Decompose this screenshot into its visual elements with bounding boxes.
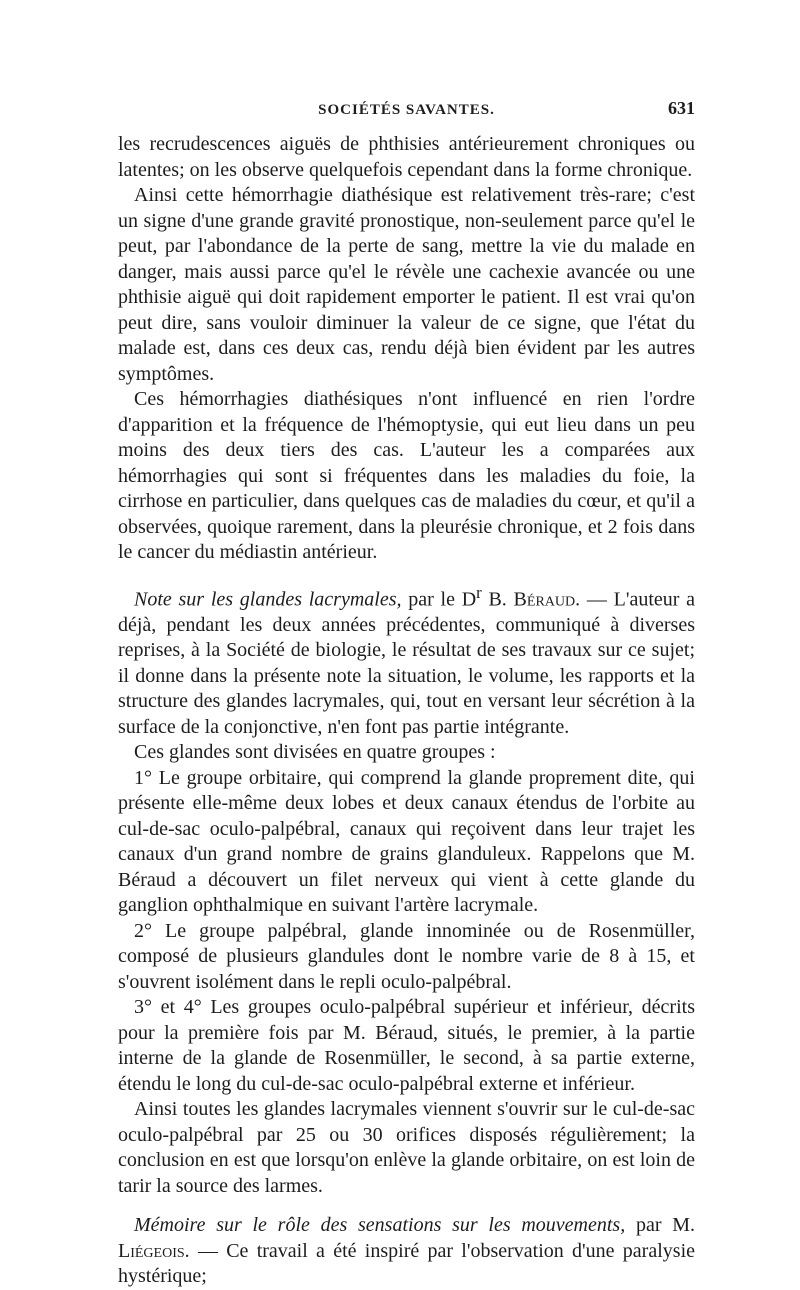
paragraph [118, 387, 695, 566]
running-title: SOCIÉTÉS SAVANTES. [318, 102, 495, 118]
section-author: Liégeois. [118, 1239, 190, 1262]
section-author: B. Béraud. [488, 588, 581, 611]
paragraph [118, 183, 695, 387]
section-title: Mémoire sur le rôle des sensations sur les mouvements, [134, 1214, 626, 1237]
article-body [118, 132, 695, 1290]
paragraph-text: 2° Le groupe palpébral, glande innominée ou de Rosenmüller, composé de plusieurs glandules dont le nombre varie de 8 à 15, et s'ouvrent isolément dans le repli oculo-palpébral. [118, 919, 695, 993]
section-memoire-sensations [118, 1213, 695, 1290]
section-note-glandes-lacrymales [118, 580, 695, 741]
section-byline: par M. [635, 1214, 696, 1237]
paragraph-text: Ces glandes sont divisées en quatre groupes : [134, 741, 496, 764]
paragraph-text: — L'auteur a déjà, pendant les deux années précédentes, communiqué à diverses reprises, à la Société de biologie, le résultat de ses travaux sur ce sujet; il donne dans la présente note la situation, le volume, les rapports et la structure des glandes lacrymales, qui, tout en versant leur sécrétion à la surface de la conjonctive, n'en font pas partie intégrante. [118, 588, 696, 738]
paragraph-text: les recrudescences aiguës de phthisies antérieurement chroniques ou latentes; on les observe quelquefois cependant dans la forme chronique. [118, 133, 695, 181]
list-item [118, 766, 695, 919]
paragraph-text: Ces hémorrhagies diathésiques n'ont influencé en rien l'ordre d'apparition et la fréquence de l'hémoptysie, qui eut lieu dans un peu moins des deux tiers des cas. L'auteur les a comparées aux hémorrhagies qui sont si fréquentes dans les maladies du foie, la cirrhose en particulier, dans quelques cas de maladies du cœur, et qu'il a observées, quoique rarement, dans la pleurésie chronique, et 2 fois dans le cancer du médiastin antérieur. [118, 388, 695, 563]
paragraph [118, 740, 695, 766]
section-byline: par le D [408, 588, 477, 611]
page-number: 631 [668, 98, 695, 118]
paragraph-text: Ainsi cette hémorrhagie diathésique est relativement très-rare; c'est un signe d'une grande gravité pronostique, non-seulement parce qu'el le peut, par l'abondance de la perte de sang, mettre la vie du malade en danger, mais aussi parce qu'el le révèle une cachexie avancée ou une phthisie aiguë qui doit rapidement emporter le patient. Il est vrai qu'on peut dire, sans vouloir diminuer la valeur de ce signe, que l'état du malade est, dans ces deux cas, rendu déjà bien évident par les autres symptômes. [118, 184, 695, 385]
list-item [118, 919, 695, 996]
page-header [118, 98, 695, 128]
paragraph-text: — Ce travail a été inspiré par l'observation d'une paralysie hystérique; [118, 1239, 695, 1288]
list-item [118, 995, 695, 1097]
paragraph-text: 1° Le groupe orbitaire, qui comprend la glande proprement dite, qui présente elle-même deux lobes et deux canaux étendus de l'orbite au cul-de-sac oculo-palpébral, canaux qui reçoivent dans leur trajet les canaux d'un grand nombre de grains glanduleux. Rappelons que M. Béraud a découvert un filet nerveux qui vient à cette glande du ganglion ophthalmique en suivant l'artère lacrymale. [118, 766, 695, 917]
paragraph [118, 1097, 695, 1199]
paragraph-text: 3° et 4° Les groupes oculo-palpébral supérieur et inférieur, décrits pour la première fois par M. Béraud, situés, le premier, à la partie interne de la glande de Rosenmüller, le second, à sa partie externe, étendu le long du cul-de-sac oculo-palpébral externe et inférieur. [118, 996, 695, 1095]
section-byline-sup: r [476, 582, 482, 602]
paragraph-text: Ainsi toutes les glandes lacrymales viennent s'ouvrir sur le cul-de-sac oculo-palpébral par 25 ou 30 orifices disposés régulièrement; la conclusion en est que lorsqu'on enlève la glande orbitaire, on est loin de tarir la source des larmes. [118, 1098, 695, 1197]
section-title: Note sur les glandes lacrymales, [134, 588, 402, 611]
paragraph-continuation [118, 132, 695, 183]
